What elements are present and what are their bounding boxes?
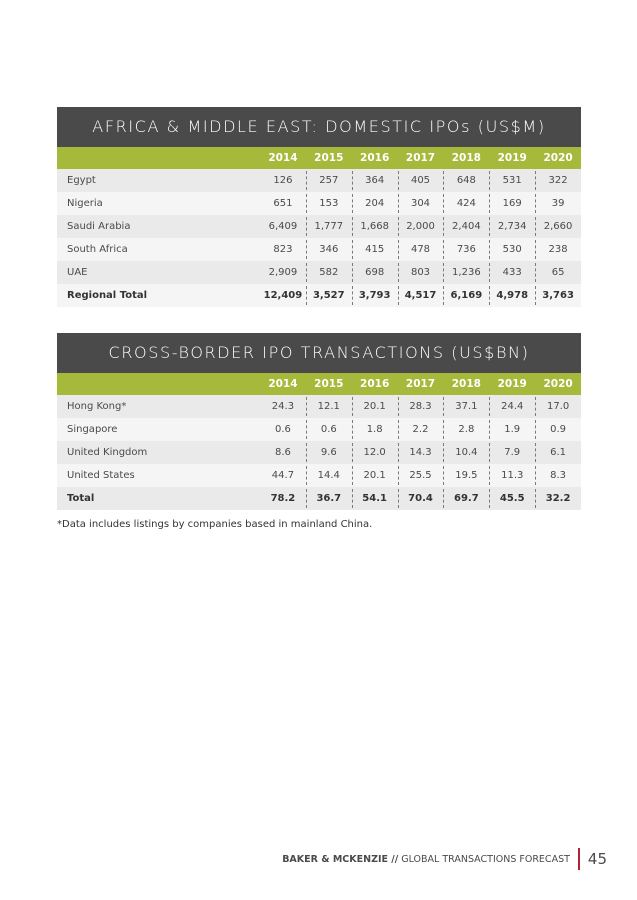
footer-report-title: GLOBAL TRANSACTIONS FORECAST <box>401 853 570 865</box>
year-header-cell: 2016 <box>360 378 390 390</box>
value-cell: 238 <box>535 238 581 261</box>
row-label: Singapore <box>67 424 118 435</box>
value-cell: 424 <box>443 192 489 215</box>
total-row <box>57 284 581 307</box>
year-header-cell: 2018 <box>451 378 481 390</box>
value-cell: 54.1 <box>352 487 398 510</box>
year-header-spacer <box>57 373 260 395</box>
value-cell: 2,660 <box>535 215 581 238</box>
value-cell: 531 <box>489 169 535 192</box>
table-row <box>57 215 581 238</box>
row-label: South Africa <box>67 244 128 255</box>
value-cell: 698 <box>352 261 398 284</box>
year-header-row <box>57 147 581 169</box>
value-cell: 3,793 <box>352 284 398 307</box>
value-cell: 17.0 <box>535 395 581 418</box>
value-cell: 20.1 <box>352 395 398 418</box>
row-label: Total <box>67 493 95 504</box>
value-cell: 24.3 <box>271 401 295 412</box>
value-cell: 2.2 <box>398 418 444 441</box>
table-row <box>57 441 581 464</box>
row-label: Egypt <box>67 175 96 186</box>
value-cell: 651 <box>273 198 293 209</box>
value-cell: 530 <box>489 238 535 261</box>
table-row <box>57 261 581 284</box>
africa-middle-east-ipo-table <box>57 107 581 307</box>
value-cell: 126 <box>273 175 293 186</box>
year-header-spacer <box>57 147 260 169</box>
value-cell: 0.6 <box>274 424 291 435</box>
year-header-cell: 2015 <box>314 378 344 390</box>
year-header-cell: 2019 <box>497 378 527 390</box>
value-cell: 433 <box>489 261 535 284</box>
value-cell: 1,777 <box>306 215 352 238</box>
value-cell: 0.9 <box>535 418 581 441</box>
value-cell: 1.8 <box>352 418 398 441</box>
value-cell: 28.3 <box>398 395 444 418</box>
page-number: 45 <box>587 850 607 868</box>
value-cell: 169 <box>489 192 535 215</box>
table-row <box>57 395 581 418</box>
value-cell: 65 <box>535 261 581 284</box>
value-cell: 6,409 <box>268 221 298 232</box>
value-cell: 2.8 <box>443 418 489 441</box>
value-cell: 415 <box>352 238 398 261</box>
value-cell: 364 <box>352 169 398 192</box>
footer-brand: BAKER & MCKENZIE // <box>282 853 399 865</box>
value-cell: 14.4 <box>306 464 352 487</box>
row-label: Saudi Arabia <box>67 221 131 232</box>
year-header-cell: 2020 <box>543 152 573 164</box>
value-cell: 69.7 <box>443 487 489 510</box>
value-cell: 204 <box>352 192 398 215</box>
total-row <box>57 487 581 510</box>
footer-divider <box>578 848 580 870</box>
value-cell: 4,978 <box>489 284 535 307</box>
value-cell: 12.1 <box>306 395 352 418</box>
value-cell: 36.7 <box>306 487 352 510</box>
year-header-cell: 2017 <box>405 378 436 390</box>
value-cell: 1,668 <box>352 215 398 238</box>
value-cell: 153 <box>306 192 352 215</box>
row-label: United States <box>67 470 135 481</box>
table-row <box>57 464 581 487</box>
value-cell: 9.6 <box>306 441 352 464</box>
value-cell: 304 <box>398 192 444 215</box>
value-cell: 582 <box>306 261 352 284</box>
year-header-row <box>57 373 581 395</box>
value-cell: 12.0 <box>352 441 398 464</box>
value-cell: 10.4 <box>443 441 489 464</box>
value-cell: 1.9 <box>489 418 535 441</box>
value-cell: 478 <box>398 238 444 261</box>
value-cell: 2,000 <box>398 215 444 238</box>
year-header-cell: 2014 <box>268 152 298 164</box>
value-cell: 3,527 <box>306 284 352 307</box>
row-label: Nigeria <box>67 198 103 209</box>
value-cell: 12,409 <box>263 290 303 301</box>
value-cell: 803 <box>398 261 444 284</box>
value-cell: 2,404 <box>443 215 489 238</box>
value-cell: 0.6 <box>306 418 352 441</box>
value-cell: 2,734 <box>489 215 535 238</box>
cross-border-ipo-table <box>57 333 581 510</box>
value-cell: 39 <box>535 192 581 215</box>
table-title: CROSS-BORDER IPO TRANSACTIONS (US$BN) <box>57 333 581 373</box>
value-cell: 7.9 <box>489 441 535 464</box>
value-cell: 648 <box>443 169 489 192</box>
value-cell: 823 <box>273 244 293 255</box>
year-header-cell: 2016 <box>360 152 390 164</box>
page-footer <box>282 848 607 870</box>
row-label: Hong Kong* <box>67 401 127 412</box>
value-cell: 14.3 <box>398 441 444 464</box>
year-header-cell: 2018 <box>451 152 481 164</box>
row-label: UAE <box>67 267 88 278</box>
value-cell: 70.4 <box>398 487 444 510</box>
table-row <box>57 418 581 441</box>
year-header-cell: 2015 <box>314 152 344 164</box>
value-cell: 8.6 <box>274 447 291 458</box>
table-title: AFRICA & MIDDLE EAST: DOMESTIC IPOs (US$M) <box>57 107 581 147</box>
value-cell: 6,169 <box>443 284 489 307</box>
value-cell: 736 <box>443 238 489 261</box>
row-label: Regional Total <box>67 290 148 301</box>
table-row <box>57 192 581 215</box>
value-cell: 78.2 <box>270 493 296 504</box>
value-cell: 8.3 <box>535 464 581 487</box>
value-cell: 1,236 <box>443 261 489 284</box>
value-cell: 4,517 <box>398 284 444 307</box>
footnote: *Data includes listings by companies based in mainland China. <box>57 519 373 530</box>
value-cell: 405 <box>398 169 444 192</box>
value-cell: 6.1 <box>535 441 581 464</box>
table-row <box>57 238 581 261</box>
value-cell: 32.2 <box>535 487 581 510</box>
value-cell: 11.3 <box>489 464 535 487</box>
value-cell: 2,909 <box>268 267 298 278</box>
table-row <box>57 169 581 192</box>
value-cell: 20.1 <box>352 464 398 487</box>
year-header-cell: 2019 <box>497 152 527 164</box>
row-label: United Kingdom <box>67 447 148 458</box>
year-header-cell: 2020 <box>543 378 573 390</box>
value-cell: 44.7 <box>271 470 295 481</box>
value-cell: 25.5 <box>398 464 444 487</box>
value-cell: 37.1 <box>443 395 489 418</box>
value-cell: 346 <box>306 238 352 261</box>
value-cell: 19.5 <box>443 464 489 487</box>
year-header-cell: 2014 <box>268 378 298 390</box>
value-cell: 257 <box>306 169 352 192</box>
value-cell: 24.4 <box>489 395 535 418</box>
value-cell: 45.5 <box>489 487 535 510</box>
value-cell: 3,763 <box>535 284 581 307</box>
value-cell: 322 <box>535 169 581 192</box>
year-header-cell: 2017 <box>405 152 436 164</box>
